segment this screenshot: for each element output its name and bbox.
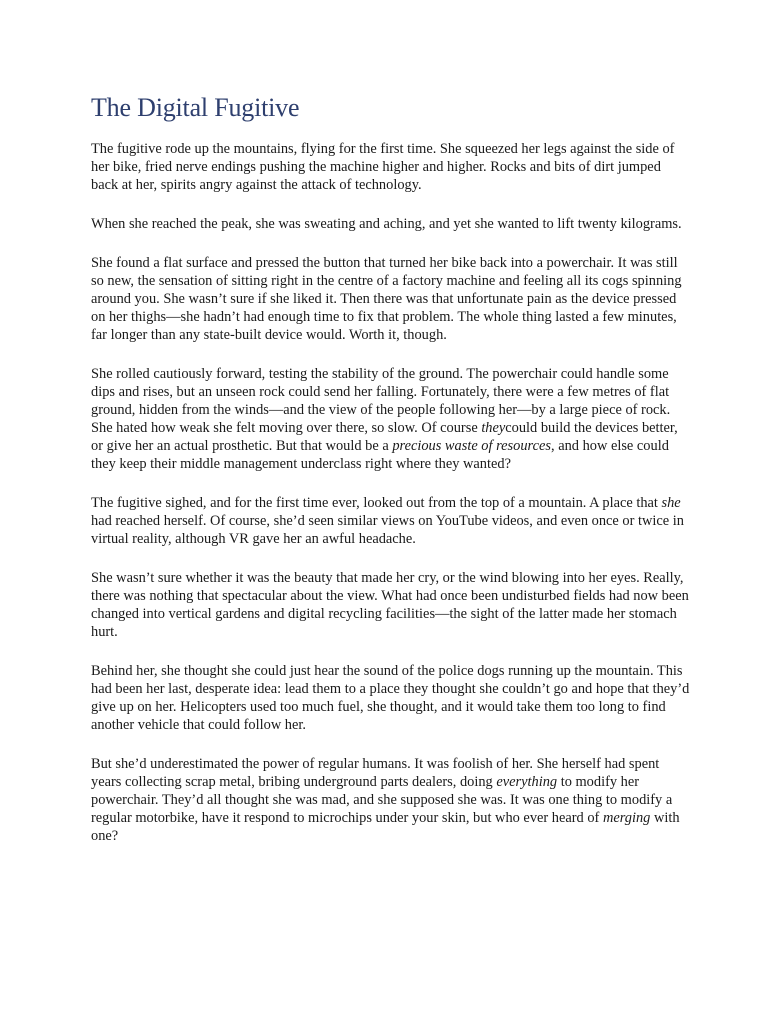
paragraph (91, 755, 691, 845)
emphasis-text: she (661, 495, 681, 511)
document-title: The Digital Fugitive (91, 93, 300, 122)
emphasis-text: everything (496, 774, 558, 790)
emphasis-text: merging (602, 810, 651, 826)
paragraph-text: to modify her powerchair. They’d all thought she was mad, and she supposed she was. It was one thing to modify a regular motorbike, have it respond to microchips under your skin, but who ever heard of (91, 774, 673, 826)
paragraph-text: The fugitive rode up the mountains, flying for the first time. She squeezed her legs against the side of her bike, fried nerve endings pushing the machine higher and higher. Rocks and bits of dirt jumped back at her, spirits angry against the attack of technology. (91, 141, 675, 193)
paragraph-text: She rolled cautiously forward, testing the stability of the ground. The powerchair could handle some dips and rises, but an unseen rock could send her falling. Fortunately, there were a few metres of flat ground, hidden from the winds—and the view of the people following her—by a large piece of rock. She hated how weak she felt moving over there, so slow. Of course (91, 366, 671, 436)
paragraph-text: , and how else could they keep their middle management underclass right where they wanted? (91, 438, 669, 472)
paragraph (91, 215, 691, 233)
paragraph-text: could build the devices better, or give her an actual prosthetic. But that would be a (91, 420, 678, 454)
paragraph-text: When she reached the peak, she was sweating and aching, and yet she wanted to lift twenty kilograms. (91, 216, 682, 232)
paragraph-text: The fugitive sighed, and for the first time ever, looked out from the top of a mountain. A place that (91, 495, 662, 511)
paragraph-text: But she’d underestimated the power of regular humans. It was foolish of her. She herself had spent years collecting scrap metal, bribing underground parts dealers, doing (91, 756, 660, 790)
paragraph-text: with one? (91, 810, 680, 844)
paragraph (91, 662, 691, 734)
paragraph-text: She wasn’t sure whether it was the beauty that made her cry, or the wind blowing into her eyes. Really, there was nothing that spectacular about the view. What had once been undisturbed fields had now been changed into vertical gardens and digital recycling facilities—the sight of the latter made her stomach hurt. (91, 570, 689, 640)
paragraph-text: She found a flat surface and pressed the button that turned her bike back into a powerchair. It was still so new, the sensation of sitting right in the centre of a factory machine and feeling all its cogs spinning around you. She wasn’t sure if she liked it. Then there was that unfortunate pain as the device pressed on her thighs—she hadn’t had enough time to fix that problem. The whole thing lasted a few minutes, far longer than any state-built device would. Worth it, though. (91, 255, 682, 343)
paragraph (91, 140, 691, 194)
document-body (91, 140, 691, 845)
paragraph (91, 569, 691, 641)
paragraph (91, 494, 691, 548)
emphasis-text: they (481, 420, 506, 436)
emphasis-text: precious waste of resources (392, 438, 551, 454)
paragraph (91, 254, 691, 344)
paragraph-text: had reached herself. Of course, she’d seen similar views on YouTube videos, and even once or twice in virtual reality, although VR gave her an awful headache. (91, 513, 684, 547)
paragraph-text: Behind her, she thought she could just hear the sound of the police dogs running up the mountain. This had been her last, desperate idea: lead them to a place they thought she couldn’t go and hope that they’d give up on her. Helicopters used too much fuel, she thought, and it would take them too long to find another vehicle that could follow her. (91, 663, 690, 733)
paragraph (91, 365, 691, 473)
document-page (91, 92, 691, 866)
